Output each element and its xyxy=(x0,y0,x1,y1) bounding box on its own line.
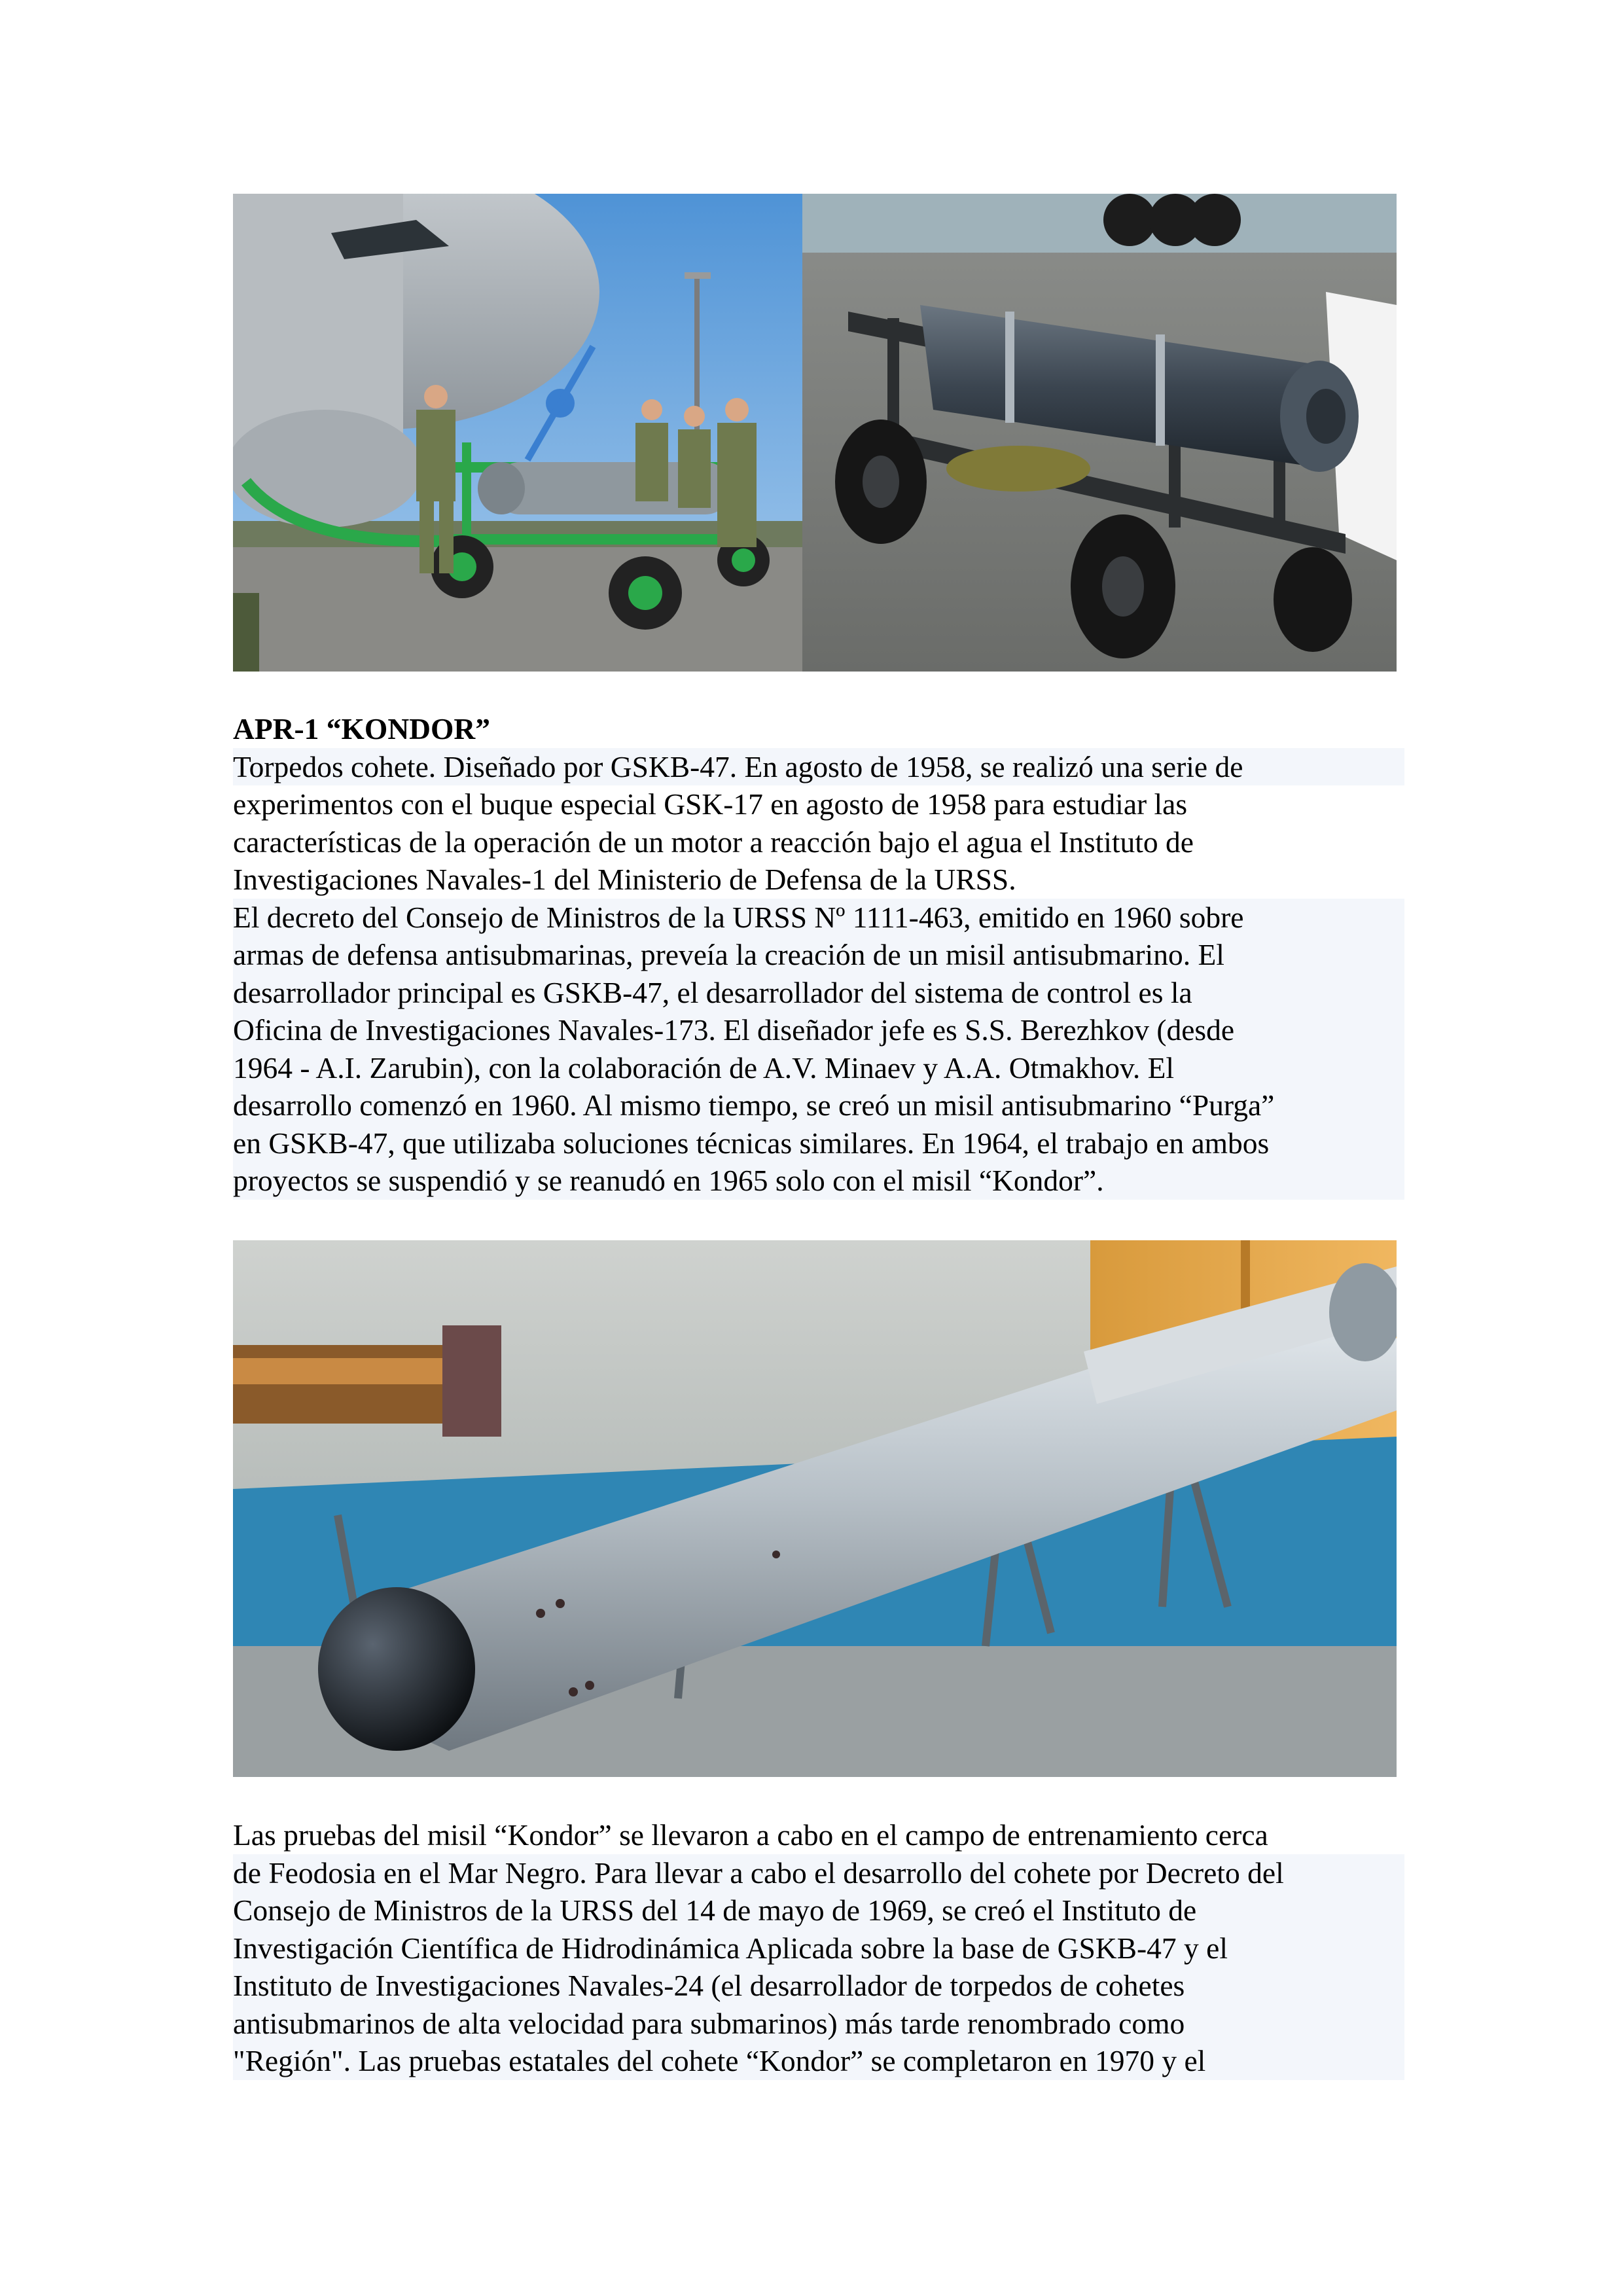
paragraph-design xyxy=(233,748,1404,899)
text-line: desarrollador principal es GSKB-47, el desarrollador del sistema de control es la xyxy=(233,974,1404,1012)
text-line: armas de defensa antisubmarinas, preveía la creación de un misil antisubmarino. El xyxy=(233,936,1404,974)
text-line: características de la operación de un motor a reacción bajo el agua el Instituto de xyxy=(233,825,1194,859)
paragraph-decree xyxy=(233,899,1404,1200)
section-heading: APR-1 “KONDOR” xyxy=(233,712,491,745)
text-line: 1964 - A.I. Zarubin), con la colaboración de A.V. Minaev y A.A. Otmakhov. El xyxy=(233,1049,1404,1087)
text-line: Consejo de Ministros de la URSS del 14 de mayo de 1969, se creó el Instituto de xyxy=(233,1892,1404,1929)
text-line: Las pruebas del misil “Kondor” se llevaron a cabo en el campo de entrenamiento cerca xyxy=(233,1818,1268,1852)
photo-kondor-missile xyxy=(233,1240,1397,1777)
photo-soldiers-trailer xyxy=(233,194,802,672)
text-line: Torpedos cohete. Diseñado por GSKB-47. En agosto de 1958, se realizó una serie de xyxy=(233,748,1404,786)
text-line: experimentos con el buque especial GSK-17 en agosto de 1958 para estudiar las xyxy=(233,787,1188,821)
text-line: antisubmarinos de alta velocidad para submarinos) más tarde renombrado como xyxy=(233,2005,1404,2043)
photo-torpedo-trolley xyxy=(802,194,1397,672)
text-line: desarrollo comenzó en 1960. Al mismo tiempo, se creó un misil antisubmarino “Purga” xyxy=(233,1086,1404,1124)
text-line: El decreto del Consejo de Ministros de la URSS Nº 1111-463, emitido en 1960 sobre xyxy=(233,899,1404,937)
text-section-tests xyxy=(233,1816,1404,2080)
text-line: Investigación Científica de Hidrodinámica Aplicada sobre la base de GSKB-47 y el xyxy=(233,1929,1404,1967)
text-line: proyectos se suspendió y se reanudó en 1965 solo con el misil “Kondor”. xyxy=(233,1162,1404,1200)
text-line: en GSKB-47, que utilizaba soluciones técnicas similares. En 1964, el trabajo en ambos xyxy=(233,1124,1404,1162)
text-line: Investigaciones Navales-1 del Ministerio de Defensa de la URSS. xyxy=(233,863,1016,896)
text-line: "Región". Las pruebas estatales del cohete “Kondor” se completaron en 1970 y el xyxy=(233,2042,1404,2080)
text-line: Instituto de Investigaciones Navales-24 (el desarrollador de torpedos de cohetes xyxy=(233,1967,1404,2005)
text-section-intro xyxy=(233,710,1404,1200)
paragraph-tests xyxy=(233,1816,1404,2080)
text-line: Oficina de Investigaciones Navales-173. El diseñador jefe es S.S. Berezhkov (desde xyxy=(233,1011,1404,1049)
text-line: de Feodosia en el Mar Negro. Para llevar a cabo el desarrollo del cohete por Decreto del xyxy=(233,1854,1404,1892)
